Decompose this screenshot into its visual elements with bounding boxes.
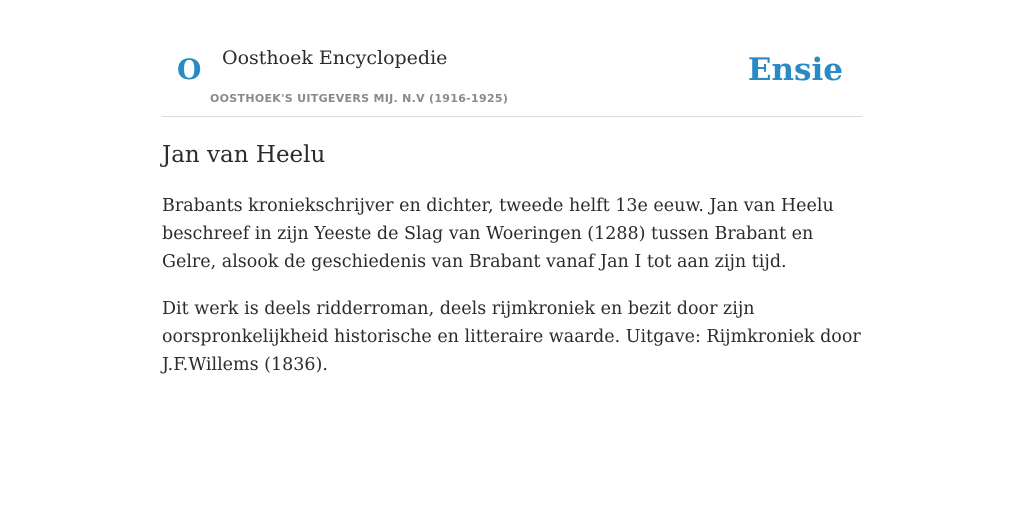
publisher-subtitle: OOSTHOEK'S UITGEVERS MIJ. N.V (1916-1925) — [210, 92, 509, 105]
article-title: Jan van Heelu — [162, 142, 326, 168]
page — [162, 0, 862, 375]
article-paragraph: Dit werk is deels ridderroman, deels rijmkroniek en bezit door zijn oorspronkelijkheid historische en litteraire waarde. Uitgave: Rijmkroniek door J.F.Willems (1836). — [162, 299, 861, 375]
header — [162, 0, 862, 117]
oosthoek-logo[interactable]: O — [177, 53, 202, 86]
article-paragraph: Brabants kroniekschrijver en dichter, tweede helft 13e eeuw. Jan van Heelu beschreef in zijn Yeeste de Slag van Woeringen (1288) tussen Brabant en Gelre, alsook de geschiedenis van Brabant vanaf Jan I tot aan zijn tijd. — [162, 196, 834, 272]
ensie-logo-link[interactable]: Ensie — [747, 52, 843, 88]
site-title: Oosthoek Encyclopedie — [222, 47, 448, 69]
